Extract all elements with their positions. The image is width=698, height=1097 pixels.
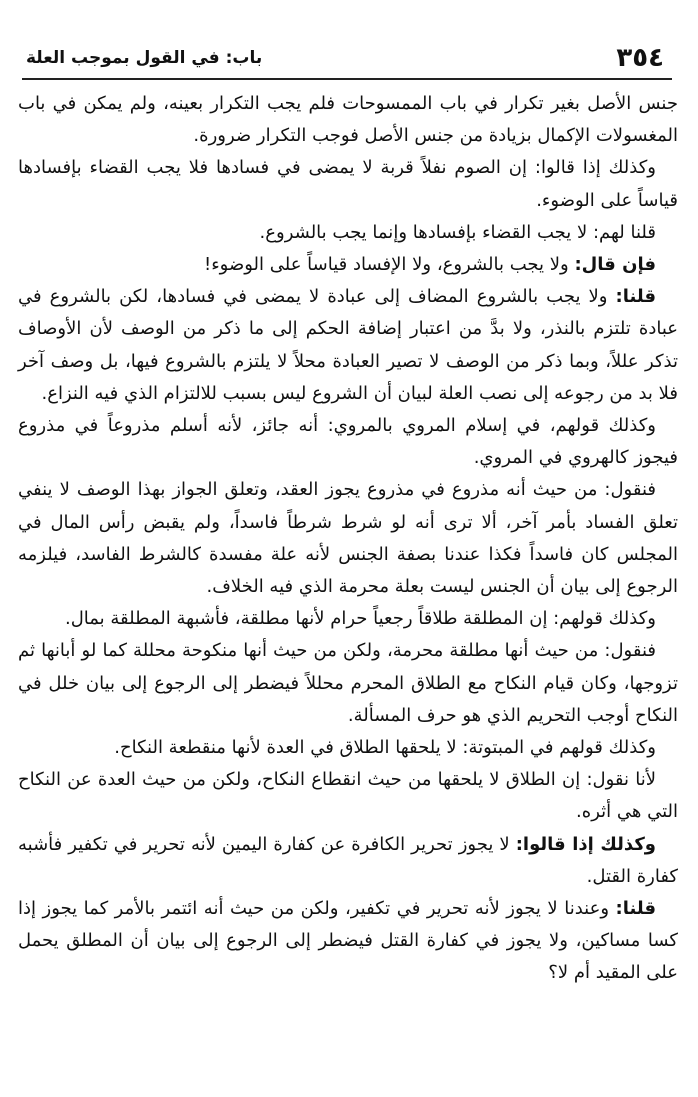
paragraph: فإن قال: ولا يجب بالشروع، ولا الإفساد قياساً على الوضوء! [203, 254, 656, 276]
paragraph: فنقول: من حيث أنها مطلقة محرمة، ولكن من حيث أنها منكوحة محللة كما لو أبانها ثم تزوجها، وكان قيام النكاح مع الطلاق المحرم محللاً فيضطر إلى الرجوع إلى بيان خلل في النكاح أوجب التحريم الذي هو حرف المسألة. [18, 640, 678, 726]
paragraph: جنس الأصل بغير تكرار في باب الممسوحات فلم يجب التكرار بعينه، ولم يمكن في باب المغسولات الإكمال بزيادة من جنس الأصل فوجب التكرار ضرورة. [18, 93, 678, 147]
page-header [22, 38, 672, 80]
paragraph: قلنا: ولا يجب بالشروع المضاف إلى عبادة لا يمضى في فسادها، لكن بالشروع في عبادة تلتزم بالنذر، ولا بدَّ من اعتبار إضافة الحكم إلى ما ذكر من الوصف لأن الأوصاف تذكر عللاً، وبما ذكر من الوصف لا تصير العبادة محلاً لا يلتزم بالشروع فيها، بل وصف آخر فلا بد من رجوعه إلى نصب العلة لبيان أن الشروع ليس بسبب للالتزام الذي فيه النزاع. [18, 286, 678, 404]
paragraph: لأنا نقول: إن الطلاق لا يلحقها من حيث انقطاع النكاح، ولكن من حيث العدة عن النكاح التي هي أثره. [18, 769, 678, 823]
paragraph: قلنا: وعندنا لا يجوز لأنه تحرير في تكفير، ولكن من حيث أنه ائتمر بالأمر كما يجوز إذا كسا مساكين، ولا يجوز في كفارة القتل فيضطر إلى الرجوع إلى بيان أن المطلق يحمل على المقيد أم لا؟ [18, 898, 678, 984]
paragraph: قلنا لهم: لا يجب القضاء بإفسادها وإنما يجب بالشروع. [259, 221, 656, 243]
paragraph: وكذلك قولهم، في إسلام المروي بالمروي: أنه جائز، لأنه أسلم مذروعاً في مذروع فيجوز كالهروي في المروي. [18, 415, 678, 469]
body-text [18, 88, 678, 990]
paragraph: وكذلك إذا قالوا: إن الصوم نفلاً قربة لا يمضى في فسادها فلا يجب القضاء بإفسادها قياساً على الوضوء. [18, 157, 678, 211]
running-title: باب: في القول بموجب العلة [26, 48, 263, 68]
paragraph: وكذلك قولهم: إن المطلقة طلاقاً رجعياً حرام لأنها مطلقة، فأشبهة المطلقة بمال. [64, 608, 656, 630]
paragraph: فنقول: من حيث أنه مذروع في مذروع يجوز العقد، وتعلق الجواز بهذا الوصف لا ينفي تعلق الفساد بأمر آخر، ألا ترى أنه لو شرط شرطاً فاسداً، ولم يقبض رأس المال في المجلس كان فاسداً فكذا عندنا بصفة الجنس لأنه علة مفسدة كالشرط الفاسد، فيلزمه الرجوع إلى بيان أن الجنس ليست بعلة محرمة الذي فيه الخلاف. [18, 479, 678, 598]
paragraph: وكذلك إذا قالوا: لا يجوز تحرير الكافرة عن كفارة اليمين لأنه تحرير في تكفير فأشبه كفارة القتل. [18, 833, 678, 887]
paragraph: وكذلك قولهم في المبتوتة: لا يلحقها الطلاق في العدة لأنها منقطعة النكاح. [114, 737, 656, 759]
page-number: ٣٥٤ [616, 43, 664, 73]
